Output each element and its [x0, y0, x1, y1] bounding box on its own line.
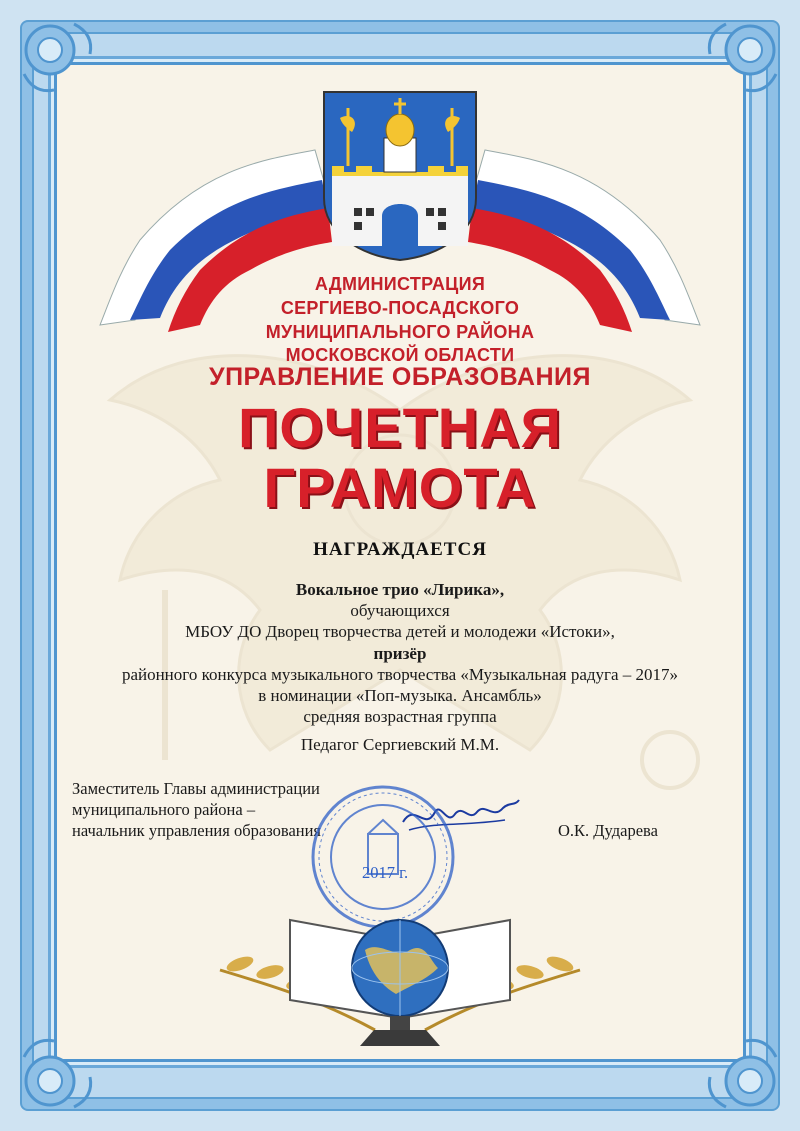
corner-ornament-icon: [696, 1027, 786, 1117]
signatory-name: О.К. Дударева: [558, 821, 658, 840]
contest-line: районного конкурса музыкального творчества «Музыкальная радуга – 2017»: [121, 665, 679, 684]
nomination-line: в номинации «Поп-музыка. Ансамбль»: [258, 686, 542, 705]
institution-line: МБОУ ДО Дворец творчества детей и молодежи «Истоки»,: [185, 622, 615, 641]
certificate-title-line-2: ГРАМОТА: [263, 456, 537, 519]
admin-line-4: МОСКОВСКОЙ ОБЛАСТИ: [285, 345, 515, 365]
admin-line-1: АДМИНИСТРАЦИЯ: [314, 274, 486, 294]
book-globe-emblem-icon: [200, 890, 600, 1060]
signatory-position-3: начальник управления образования: [72, 821, 322, 840]
corner-ornament-icon: [696, 14, 786, 104]
admin-line-2: СЕРГИЕВО-ПОСАДСКОГО: [280, 298, 520, 318]
corner-ornament-icon: [14, 1027, 104, 1117]
certificate-title-line-1: ПОЧЕТНАЯ: [238, 396, 562, 459]
corner-ornament-icon: [14, 14, 104, 104]
admin-line-3: МУНИЦИПАЛЬНОГО РАЙОНА: [265, 322, 535, 342]
teacher-line: Педагог Сергиевский М.М.: [300, 735, 500, 754]
award-heading: НАГРАЖДАЕТСЯ: [313, 539, 487, 560]
coat-of-arms-icon: [320, 88, 480, 263]
signatory-position-2: муниципального района –: [72, 800, 256, 819]
recipient-name: Вокальное трио «Лирика»,: [295, 580, 505, 599]
stamp-date: 2017 г.: [362, 863, 409, 882]
department-title: УПРАВЛЕНИЕ ОБРАЗОВАНИЯ: [209, 363, 591, 391]
status-line: призёр: [373, 644, 427, 663]
students-line: обучающихся: [350, 601, 450, 620]
signatory-position-1: Заместитель Главы администрации: [72, 779, 320, 798]
age-group-line: средняя возрастная группа: [303, 707, 497, 726]
